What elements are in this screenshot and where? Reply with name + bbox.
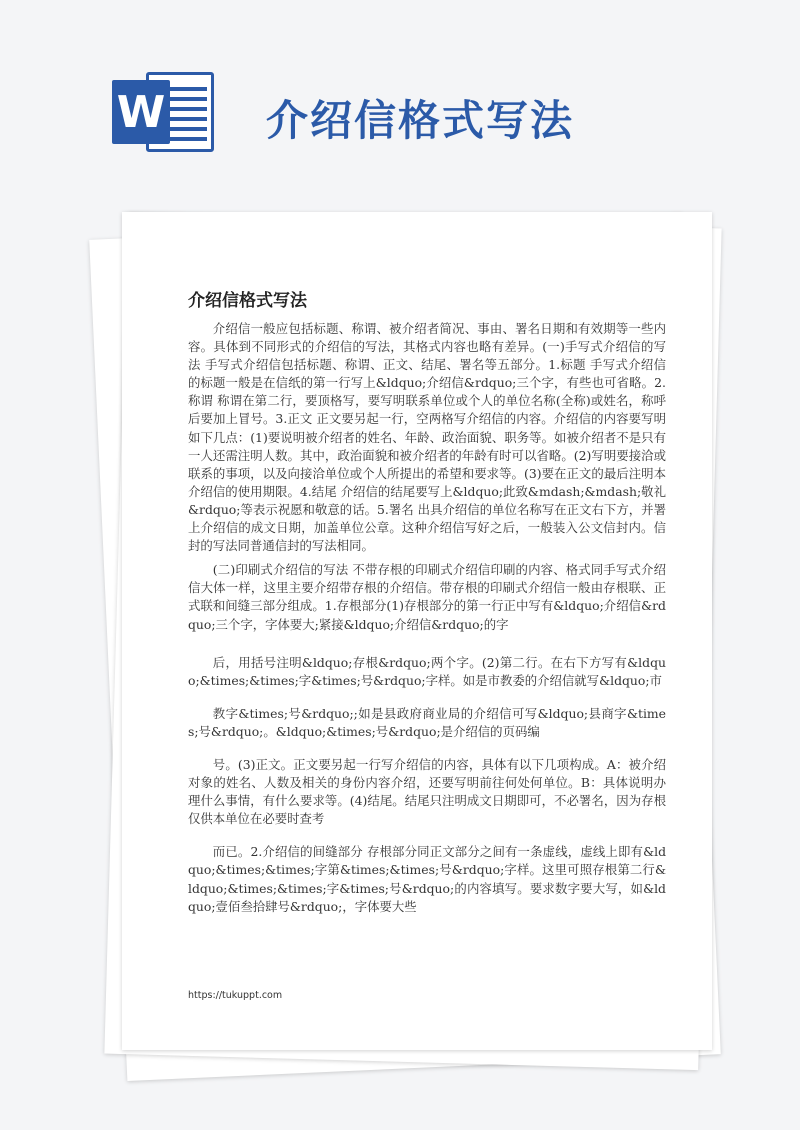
word-icon-letter: W xyxy=(112,80,170,144)
footer-url: https://tukuppt.com xyxy=(188,990,283,1001)
document-title: 介绍信格式写法 xyxy=(188,291,307,311)
paragraph-4: 教字&times;号&rdquo;;如是县政府商业局的介绍信可写&ldquo;县商字&times;号&rdquo;。&ldquo;&times;号&rdquo;是介绍信的页码编 xyxy=(188,705,666,739)
page-title: 介绍信格式写法 xyxy=(266,96,575,145)
paragraph-5: 号。(3)正文。正文要另起一行写介绍信的内容，具体有以下几项构成。A：被介绍对象的姓名、人数及相关的身份内容介绍，还要写明前往何处何单位。B：具体说明办理什么事情，有什么要求等。(4)结尾。结尾只注明成文日期即可，不必署名，因为存根仅供本单位在必要时查考 xyxy=(188,756,666,827)
word-document-icon xyxy=(112,72,214,152)
document-body xyxy=(188,320,666,924)
paragraph-2: (二)印刷式介绍信的写法 不带存根的印刷式介绍信印刷的内容、格式同手写式介绍信大体一样，这里主要介绍带存根的介绍信。带存根的印刷式介绍信一般由存根联、正式联和间缝三部分组成。1.存根部分(1)存根部分的第一行正中写有&ldquo;介绍信&rdquo;三个字，字体要大;紧接&ldquo;介绍信&rdquo;的字 xyxy=(188,562,666,632)
document-page xyxy=(122,212,712,1050)
paragraph-1: 介绍信一般应包括标题、称谓、被介绍者简况、事由、署名日期和有效期等一些内容。具体到不同形式的介绍信的写法，其格式内容也略有差异。(一)手写式介绍信的写法 手写式介绍信包括标题、称谓、正文、结尾、署名等五部分。1.标题 手写式介绍信的标题一般是在信纸的第一行写上&ldquo;介绍信&rdquo;三个字，有些也可省略。2.称谓 称谓在第二行，要顶格写，要写明联系单位或个人的单位名称(全称)或姓名，称呼后要加上冒号。3.正文 正文要另起一行，空两格写介绍信的内容。介绍信的内容要写明如下几点：(1)要说明被介绍者的姓名、年龄、政治面貌、职务等。如被介绍者不是只有一人还需注明人数。其中，政治面貌和被介绍者的年龄有时可以省略。(2)写明要接洽或联系的事项，以及向接洽单位或个人所提出的希望和要求等。(3)要在正文的最后注明本介绍信的使用期限。4.结尾 介绍信的结尾要写上&ldquo;此致&mdash;&mdash;敬礼&rdquo;等表示祝愿和敬意的话。5.署名 出具介绍信的单位名称写在正文右下方，并署上介绍信的成文日期，加盖单位公章。这种介绍信写好之后，一般装入公文信封内。信封的写法同普通信封的写法相同。 xyxy=(188,321,666,554)
paragraph-3: 后，用括号注明&ldquo;存根&rdquo;两个字。(2)第二行。在右下方写有&ldquo;&times;&times;字&times;号&rdquo;字样。如是市教委的介绍信就写&ldquo;市 xyxy=(188,654,666,688)
paragraph-6: 而已。2.介绍信的间缝部分 存根部分同正文部分之间有一条虚线，虚线上即有&ldquo;&times;&times;字第&times;&times;号&rdquo;字样。这里可照存根第二行&ldquo;&times;&times;字&times;号&rdquo;的内容填写。要求数字要大写，如&ldquo;壹佰叁拾肆号&rdquo;，字体要大些 xyxy=(188,844,666,914)
